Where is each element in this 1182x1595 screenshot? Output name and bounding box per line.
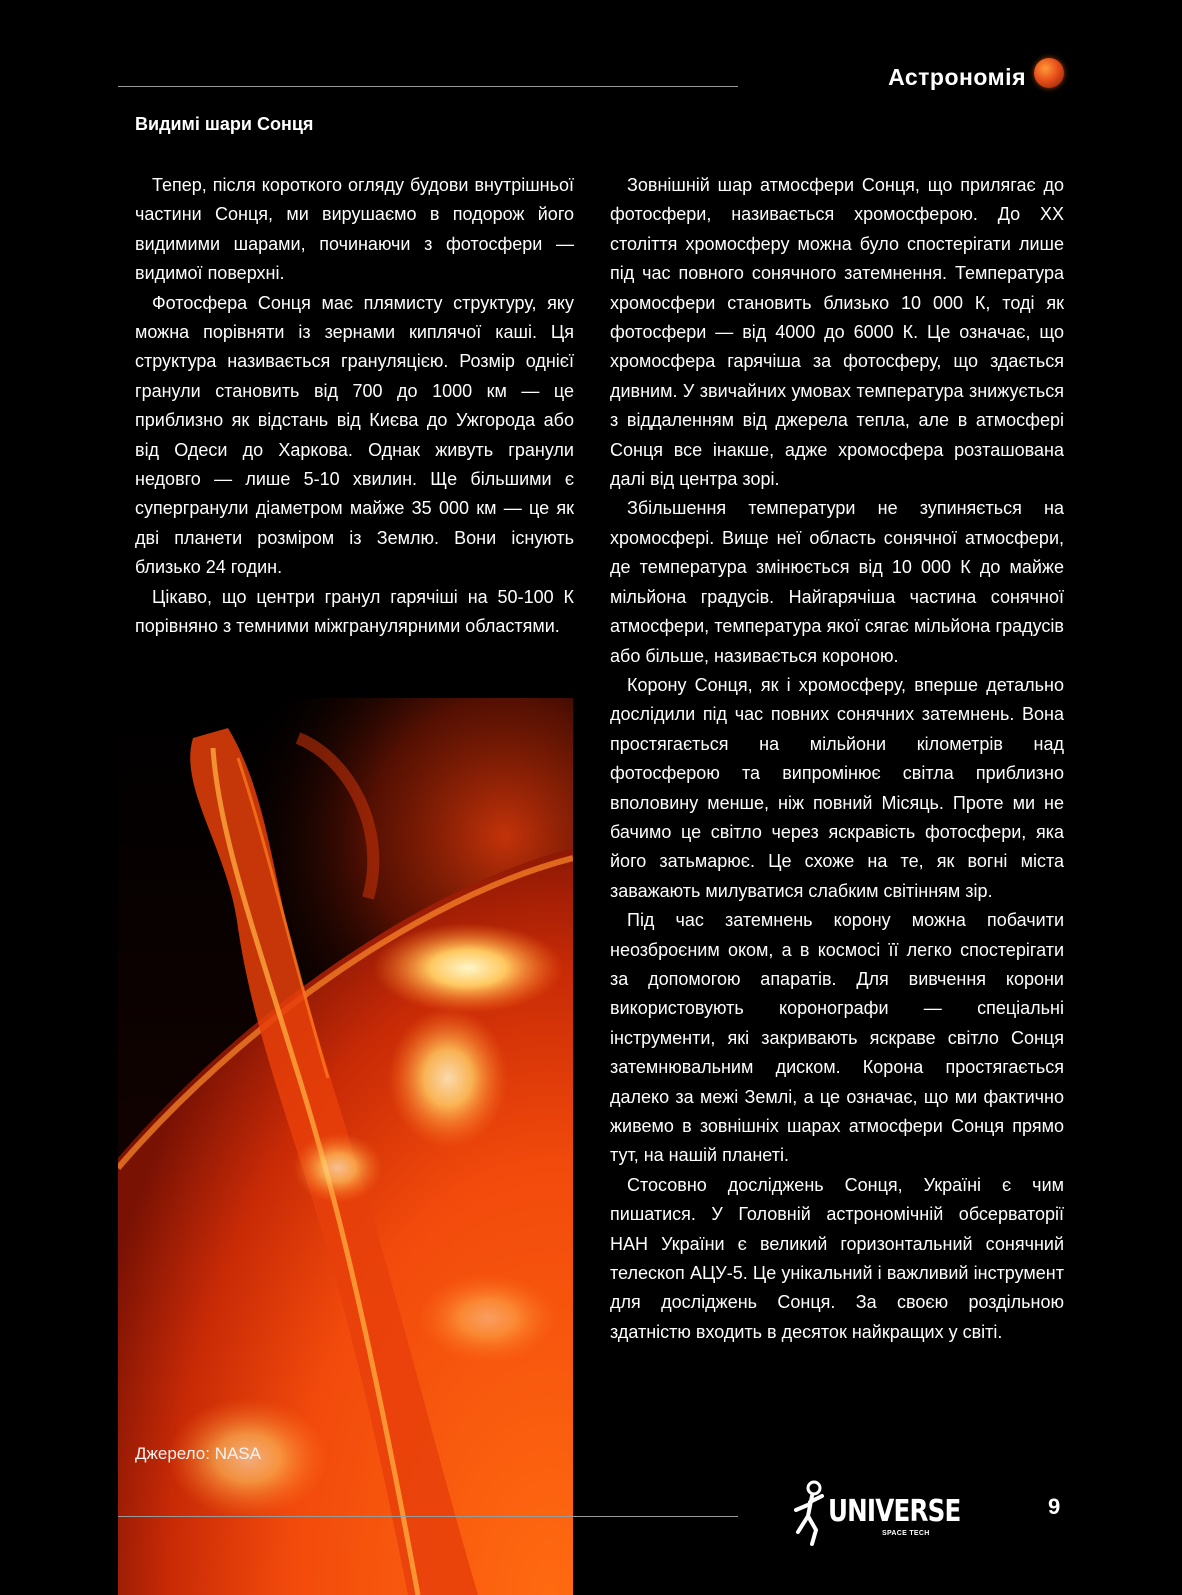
header-rule: [118, 86, 738, 87]
brand-tagline: SPACE TECH: [882, 1530, 930, 1537]
article-title: Видимі шари Сонця: [135, 114, 314, 134]
footer-rule: [118, 1516, 738, 1517]
paragraph: Цікаво, що центри гранул гарячіші на 50-100 К порівняно з темними міжгранулярними областями.: [135, 586, 574, 637]
paragraph: Збільшення температури не зупиняється на хромосфері. Вище неї область сонячної атмосфери, де температура змінюється від 10 000 К до майже мільйона градусів. Найгарячіша частина сонячної атмосфери, температура якої сягає мільйона градусів або більше, називається короною.: [610, 498, 1064, 666]
paragraph: Під час затемнень корону можна побачити неозброєним оком, а в космосі її легко спостерігати за допомогою апаратів. Для вивчення корони використовують коронографи — спеціальні інструменти, які закривають яскраве світло Сонця затемнювальним диском. Корона простягається далеко за межі Землі, а це означає, що ми фактично живемо в зовнішніх шарах атмосфери Сонця прямо тут, на нашій планеті.: [610, 910, 1064, 1166]
paragraph: Стосовно досліджень Сонця, Україні є чим пишатися. У Головній астрономічній обсерваторії НАН України є великий горизонтальний сонячний телескоп АЦУ-5. Це унікальний і важливий інструмент для досліджень Сонця. За своєю роздільною здатністю входить в десяток найкращих у світі.: [610, 1174, 1064, 1342]
paragraph: Зовнішній шар атмосфери Сонця, що прилягає до фотосфери, називається хромосферою. До XX століття хромосферу можна було спостерігати лише під час повного сонячного затемнення. Температура хромосфери становить близько 10 000 К, тоді як фотосфери — від 4000 до 6000 К. Це означає, що хромосфера гарячіша за фотосферу, що здається дивним. У звичайних умовах температура знижується з віддаленням від джерела тепла, але в атмосфері Сонця все інакше, адже хромосфера розташована далі від центра зорі.: [610, 175, 1064, 490]
universe-logo: [790, 1480, 961, 1550]
paragraph: Фотосфера Сонця має плямисту структуру, яку можна порівняти із зернами киплячої каші. Ця структура називається грануляцією. Розмір однієї гранули становить від 700 до 1000 км — це приблизно як відстань від Києва до Ужгорода або від Одеси до Харкова. Однак живуть гранули недовго — лише 5-10 хвилин. Ще більшими є супергранули діаметром майже 35 000 км — це як дві планети розміром із Землю. Вони існують близько 24 годин.: [135, 292, 574, 578]
paragraph: Тепер, після короткого огляду будови внутрішньої частини Сонця, ми вирушаємо в подорож його видимими шарами, починаючи з фотосфери — видимої поверхні.: [135, 175, 574, 284]
brand-name: UNIVERSE: [828, 1494, 961, 1529]
left-column: [135, 171, 574, 642]
paragraph: Корону Сонця, як і хромосферу, вперше детально дослідили під час повних сонячних затемнень. Вона простягається на мільйони кілометрів над фотосферою та випромінює світла приблизно вполовину менше, ніж повний Місяць. Проте ми не бачимо це світло через яскравість фотосфери, яка його затьмарює. Це схоже на те, як вогні міста заважають милуватися слабким світінням зір.: [610, 674, 1064, 901]
page-number: 9: [1048, 1494, 1061, 1519]
image-caption: Джерело: NASA: [135, 1444, 261, 1463]
astronaut-figure-icon: [790, 1480, 830, 1550]
planet-sun-icon: [1034, 58, 1064, 88]
section-label: Астрономія: [888, 64, 1026, 90]
right-column: [610, 171, 1064, 1347]
